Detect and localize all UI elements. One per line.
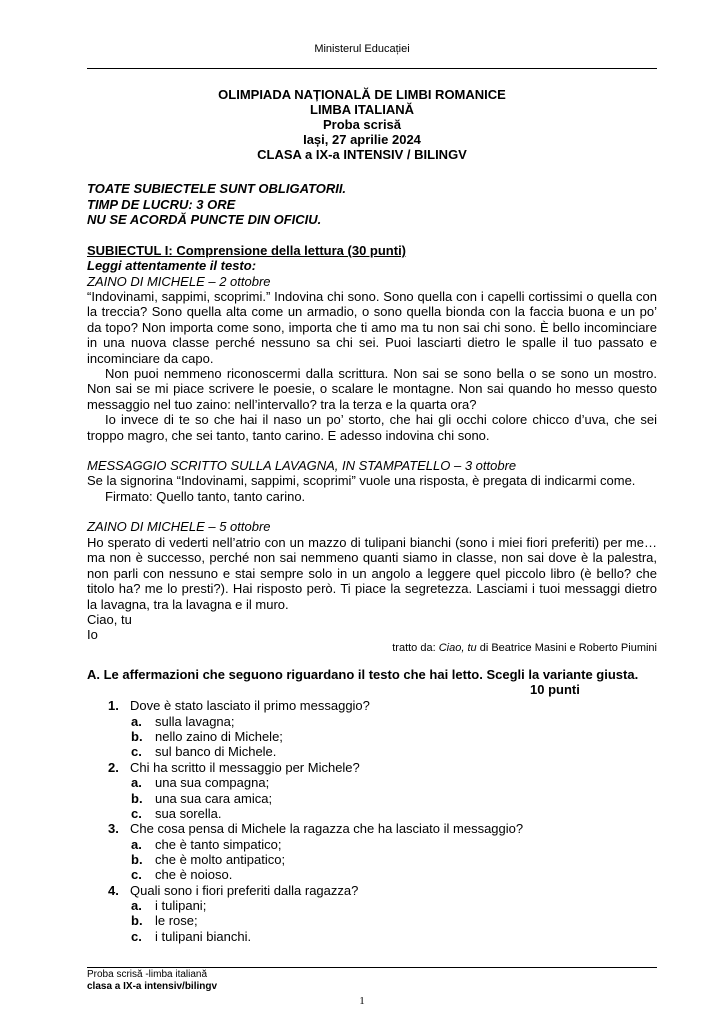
text-heading-2: MESSAGGIO SCRITTO SULLA LAVAGNA, IN STAMPATELLO – 3 ottobre bbox=[87, 458, 517, 473]
question-4-option-c: c. i tulipani bianchi. bbox=[131, 929, 252, 944]
question-3-option-b: b. che è molto antipatico; bbox=[131, 852, 286, 867]
reading-text-part-1 bbox=[87, 289, 657, 443]
source-prefix: tratto da: bbox=[392, 642, 439, 654]
text-heading-3: ZAINO DI MICHELE – 5 ottobre bbox=[87, 519, 271, 534]
olympiad-title: OLIMPIADA NAȚIONALĂ DE LIMBI ROMANICE bbox=[218, 87, 506, 102]
signature-line-2: Io bbox=[87, 627, 98, 643]
paragraph-6: Ho sperato di vederti nell’atrio con un mazzo di tulipani bianchi (sono i miei fiori preferiti) per me… ma non è successo, perché non sai nemmeno quanti siamo in classe, non sai dove è la palestra, non parli con nessuno e stai sempre solo in un angolo a leggere quel piccolo libro (è bello? che titolo ha? me lo presti?). Hai risposto però. Ti piace la segretezza. Lasciami i tuoi messaggi dietro la lavagna, tra la lavagna e il muro. bbox=[87, 535, 657, 612]
question-2-option-c: c. sua sorella. bbox=[131, 806, 222, 821]
question-3: 3. Che cosa pensa di Michele la ragazza che ha lasciato il messaggio? bbox=[108, 821, 524, 836]
question-1-option-a: a. sulla lavagna; bbox=[131, 714, 235, 729]
question-1: 1. Dove è stato lasciato il primo messaggio? bbox=[108, 698, 370, 713]
question-2: 2. Chi ha scritto il messaggio per Michele? bbox=[108, 760, 360, 775]
question-2-option-a: a. una sua compagna; bbox=[131, 775, 270, 790]
question-3-option-c: c. che è noioso. bbox=[131, 867, 233, 882]
text-heading-1: ZAINO DI MICHELE – 2 ottobre bbox=[87, 274, 271, 289]
ministry-header: Ministerul Educației bbox=[314, 43, 410, 55]
question-4-option-a: a. i tulipani; bbox=[131, 898, 207, 913]
exam-date: Iași, 27 aprilie 2024 bbox=[303, 132, 421, 147]
source-title: Ciao, tu bbox=[438, 642, 477, 654]
source-citation bbox=[392, 642, 657, 654]
question-4-option-b: b. le rose; bbox=[131, 913, 198, 928]
header-divider bbox=[87, 68, 657, 69]
page-number: 1 bbox=[359, 995, 365, 1007]
footer-class: clasa a IX-a intensiv/bilingv bbox=[87, 981, 218, 992]
class-level: CLASA a IX-a INTENSIV / BILINGV bbox=[257, 147, 467, 162]
signature-line-1: Ciao, tu bbox=[87, 612, 132, 628]
instruction-time: TIMP DE LUCRU: 3 ORE bbox=[87, 197, 236, 212]
reading-text-part-2 bbox=[87, 535, 657, 643]
source-authors: di Beatrice Masini e Roberto Piumini bbox=[476, 642, 657, 654]
paragraph-5: Firmato: Quello tanto, tanto carino. bbox=[105, 489, 306, 504]
paragraph-1: “Indovinami, sappimi, scoprimi.” Indovina chi sono. Sono quella con i capelli cortissimi o quella con la treccia? Sono quella alta come un armadio, o sono quella bionda con la faccia buona e un po’ da topo? Non importa come sono, importa che ti amo ma tu non sai chi sono. È bello incominciare in una nuova classe perché nessuno sa chi sei. Puoi lasciarti dietro le spalle il tuo passato e incominciare da capo. bbox=[87, 289, 657, 366]
section-a-heading: A. Le affermazioni che seguono riguardano il testo che hai letto. Scegli la variante giusta. bbox=[87, 667, 639, 682]
subject-instruction: Leggi attentamente il testo: bbox=[87, 258, 257, 273]
language-title: LIMBA ITALIANĂ bbox=[310, 102, 414, 117]
question-1-option-c: c. sul banco di Michele. bbox=[131, 744, 277, 759]
exam-type: Proba scrisă bbox=[322, 117, 402, 132]
paragraph-4: Se la signorina “Indovinami, sappimi, scoprimi” vuole una risposta, è pregata di indicarmi come. bbox=[87, 473, 636, 488]
question-3-option-a: a. che è tanto simpatico; bbox=[131, 837, 282, 852]
paragraph-3: Io invece di te so che hai il naso un po’ storto, che hai gli occhi colore chicco d’uva, che sei troppo magro, che sei tanto, tanto carino. E adesso indovina chi sono. bbox=[87, 412, 657, 443]
footer-exam: Proba scrisă -limba italiană bbox=[87, 969, 208, 980]
paragraph-2: Non puoi nemmeno riconoscermi dalla scrittura. Non sai se sono bella o se sono un mostro. Non sai se mi piace scrivere le poesie, o scalare le montagne. Non sai quando ho messo questo messaggio nel tuo zaino: nell’intervallo? tra la terza e la quarta ora? bbox=[87, 366, 657, 412]
question-1-option-b: b. nello zaino di Michele; bbox=[131, 729, 283, 744]
question-4: 4. Quali sono i fiori preferiti dalla ragazza? bbox=[108, 883, 359, 898]
section-a-points: 10 punti bbox=[530, 682, 580, 697]
instruction-mandatory: TOATE SUBIECTELE SUNT OBLIGATORII. bbox=[87, 181, 347, 196]
question-2-option-b: b. una sua cara amica; bbox=[131, 791, 273, 806]
instruction-points: NU SE ACORDĂ PUNCTE DIN OFICIU. bbox=[87, 212, 322, 227]
subject-heading: SUBIECTUL I: Comprensione della lettura (30 punti) bbox=[87, 243, 407, 258]
footer-divider bbox=[87, 967, 657, 968]
